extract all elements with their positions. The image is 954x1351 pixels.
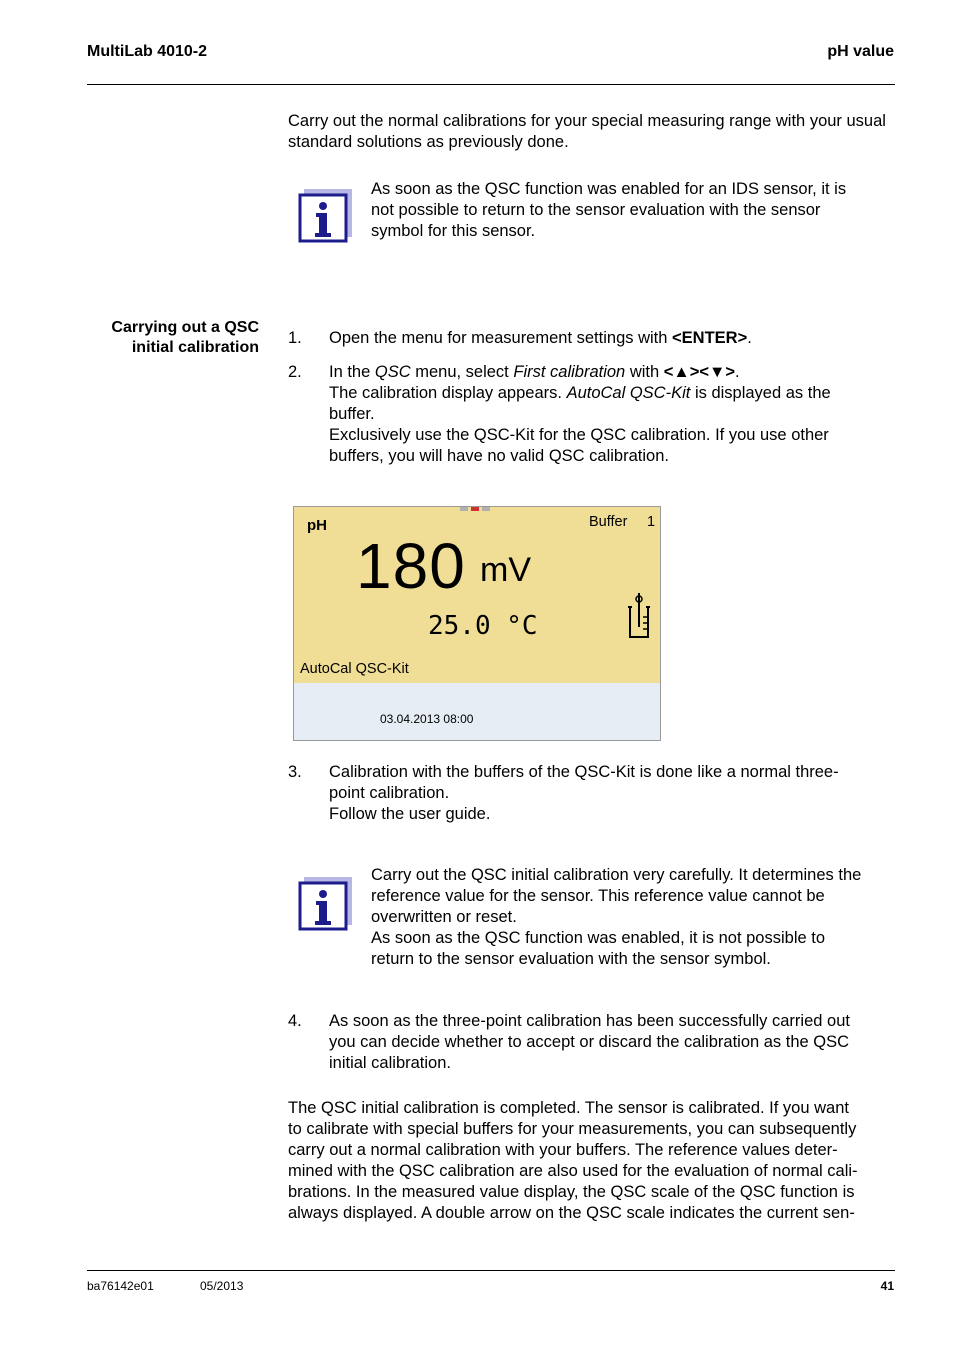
display-datetime: 03.04.2013 08:00: [380, 712, 474, 726]
step-text: point calibration.: [329, 784, 450, 802]
page-number: 41: [880, 1279, 894, 1293]
footer-date: 05/2013: [200, 1279, 244, 1293]
note-2-line: overwritten or reset.: [371, 908, 517, 926]
step-text: is displayed as the: [690, 384, 831, 402]
step-text: buffers, you will have no valid QSC calibration.: [329, 447, 669, 465]
header-title: MultiLab 4010-2: [87, 43, 208, 60]
step-text: Exclusively use the QSC-Kit for the QSC calibration. If you use other: [329, 426, 829, 444]
display-mode: pH: [307, 517, 327, 534]
side-heading-line: Carrying out a QSC: [111, 319, 259, 336]
measured-value: 180: [356, 530, 466, 602]
step-text: menu, select: [410, 363, 514, 381]
info-icon: [298, 877, 352, 933]
step-text: Follow the user guide.: [329, 805, 491, 823]
step-4-text: [329, 1011, 894, 1074]
step-text: you can decide whether to accept or discard the calibration as the QSC: [329, 1033, 850, 1051]
intro-paragraph: Carry out the normal calibrations for your special measuring range with your usual standard solutions as previously done.: [288, 112, 886, 151]
step-number: 1.: [288, 329, 302, 347]
header-rule: [87, 84, 895, 85]
info-icon: [298, 189, 352, 245]
footer-doc-id: ba76142e01: [87, 1279, 154, 1293]
step-3-text: [329, 762, 894, 825]
buffer-label: Buffer: [589, 514, 628, 530]
side-heading: [60, 318, 259, 358]
closing-line: mined with the QSC calibration are also used for the evaluation of normal cali-: [288, 1162, 858, 1180]
step-text: initial calibration.: [329, 1054, 451, 1072]
step-text: In the: [329, 363, 375, 381]
buffer-name: AutoCal QSC-Kit: [566, 384, 691, 402]
arrow-keys: <▲><▼>: [663, 363, 735, 381]
status-dots: [460, 507, 490, 511]
note-2-line: return to the sensor evaluation with the sensor symbol.: [371, 950, 771, 968]
status-dot: [471, 507, 479, 511]
step-text: buffer.: [329, 405, 375, 423]
note-2-line: reference value for the sensor. This reference value cannot be: [371, 887, 825, 905]
autocal-label: AutoCal QSC-Kit: [300, 661, 409, 677]
note-1-line: As soon as the QSC function was enabled for an IDS sensor, it is: [371, 180, 847, 198]
header-section: pH value: [827, 43, 894, 60]
step-text: .: [734, 363, 740, 381]
note-1-line: not possible to return to the sensor evaluation with the sensor: [371, 201, 821, 219]
note-2-line: Carry out the QSC initial calibration very carefully. It determines the: [371, 866, 862, 884]
step-text: The calibration display appears.: [329, 384, 567, 402]
status-dot: [482, 507, 490, 511]
step-text: As soon as the three-point calibration has been successfully carried out: [329, 1012, 850, 1030]
note-2: [371, 865, 894, 970]
step-1-text: [329, 328, 894, 349]
closing-line: The QSC initial calibration is completed. The sensor is calibrated. If you want: [288, 1099, 849, 1117]
status-dot: [460, 507, 468, 511]
menu-item-name: First calibration: [513, 363, 626, 381]
note-1-line: symbol for this sensor.: [371, 222, 536, 240]
closing-paragraph: [288, 1098, 894, 1224]
temperature-value: 25.0 °C: [428, 611, 538, 641]
step-text: .: [747, 329, 752, 347]
closing-line: always displayed. A double arrow on the QSC scale indicates the current sen-: [288, 1204, 855, 1222]
closing-line: to calibrate with special buffers for your measurements, you can subsequently: [288, 1120, 857, 1138]
enter-key: <ENTER>: [672, 329, 748, 347]
footer-rule: [87, 1270, 895, 1271]
closing-line: brations. In the measured value display, the QSC scale of the QSC function is: [288, 1183, 855, 1201]
step-text: Open the menu for measurement settings with: [329, 329, 673, 347]
note-1: [371, 179, 894, 242]
closing-line: carry out a normal calibration with your buffers. The reference values deter-: [288, 1141, 838, 1159]
step-2-text: [329, 362, 894, 467]
step-number: 3.: [288, 763, 302, 781]
step-text: Calibration with the buffers of the QSC-Kit is done like a normal three-: [329, 763, 839, 781]
side-heading-line: initial calibration: [131, 339, 259, 356]
buffer-number: 1: [647, 514, 656, 530]
note-2-line: As soon as the QSC function was enabled, it is not possible to: [371, 929, 826, 947]
beaker-sensor-icon: [627, 593, 651, 644]
menu-name: QSC: [374, 363, 411, 381]
measured-unit: mV: [480, 551, 531, 589]
step-number: 4.: [288, 1012, 302, 1030]
step-text: with: [625, 363, 664, 381]
step-number: 2.: [288, 363, 302, 381]
calibration-display: [293, 506, 661, 741]
display-footer: [294, 683, 660, 740]
